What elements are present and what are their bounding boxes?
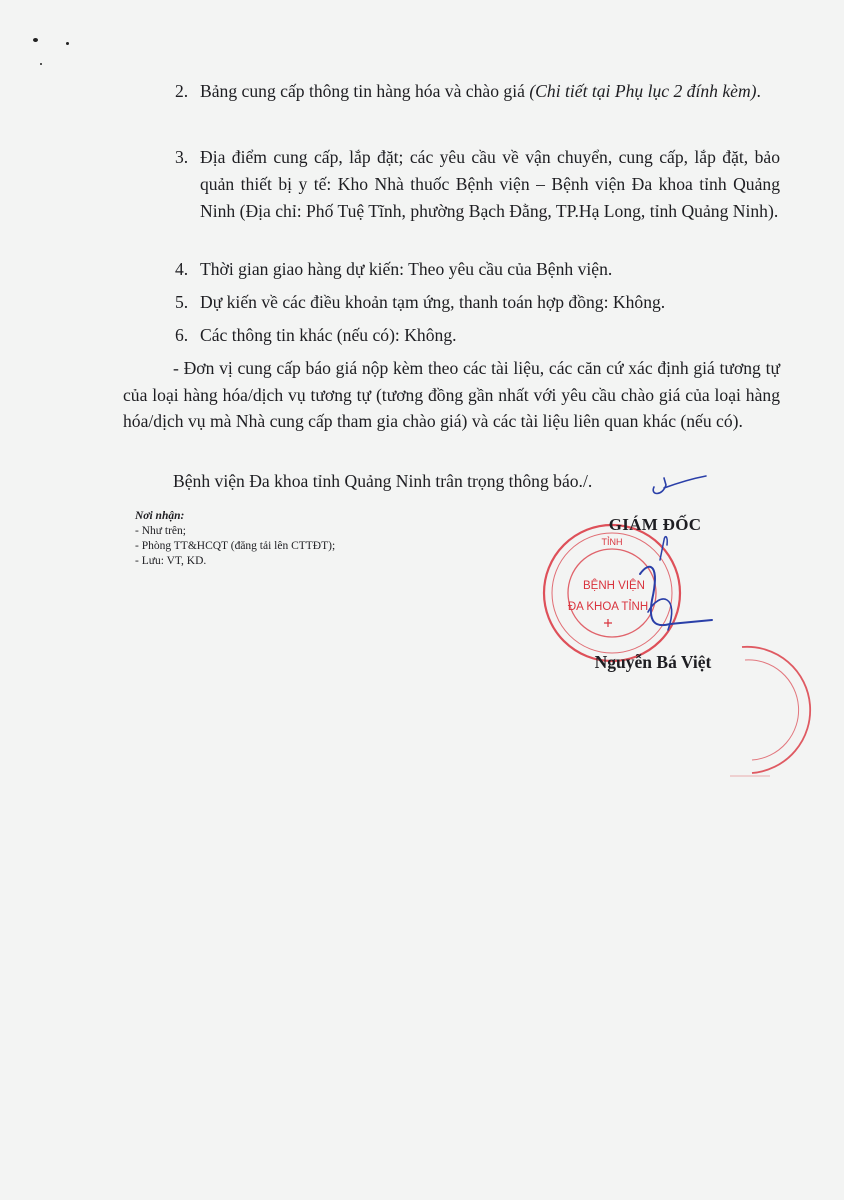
list-item-number: 3. (175, 147, 189, 167)
list-item-number: 4. (175, 259, 189, 279)
list-item-text: Dự kiến về các điều khoản tạm ứng, thanh toán hợp đồng: Không. (200, 292, 666, 312)
official-stamp (544, 525, 680, 661)
recipient-line: - Như trên; (135, 525, 186, 537)
recipient-line: - Phòng TT&HCQT (đăng tải lên CTTĐT); (135, 540, 336, 552)
list-item-number: 6. (175, 325, 189, 345)
list-item-number: 5. (175, 292, 189, 312)
closing-line: Bệnh viện Đa khoa tỉnh Quảng Ninh trân trọng thông báo./. (173, 471, 593, 491)
stamp-top-text: TỈNH (601, 537, 623, 547)
partial-stamp (730, 647, 810, 776)
list-item-text: Các thông tin khác (nếu có): Không. (200, 325, 457, 345)
list-item-number: 2. (175, 81, 189, 101)
list-item-text: Địa điểm cung cấp, lắp đặt; các yêu cầu về vận chuyển, cung cấp, lắp đặt, bảo quản thiết bị y tế: Kho Nhà thuốc Bệnh viện – Bệnh viện Đa khoa tỉnh Quảng Ninh (Địa chỉ: Phố Tuệ Tĩnh, phường Bạch Đằng, TP.Hạ Long, tỉnh Quảng Ninh). (200, 147, 780, 221)
recipient-line: - Lưu: VT, KD. (135, 555, 207, 567)
list-item-text: Thời gian giao hàng dự kiến: Theo yêu cầu của Bệnh viện. (200, 259, 613, 279)
recipients-header: Nơi nhận: (135, 510, 185, 522)
stamp-line-2: ĐA KHOA TỈNH (567, 601, 649, 613)
signatory-name: Nguyễn Bá Việt (594, 652, 712, 672)
list-item-text: Bảng cung cấp thông tin hàng hóa và chào giá (Chi tiết tại Phụ lục 2 đính kèm). (200, 81, 761, 101)
signatory-title: GIÁM ĐỐC (608, 515, 702, 534)
initial-scribble (653, 476, 706, 494)
note-paragraph: - Đơn vị cung cấp báo giá nộp kèm theo các tài liệu, các căn cứ xác định giá tương tự của loại hàng hóa/dịch vụ tương tự (tương đồng gần nhất với yêu cầu chào giá của loại hàng hóa/dịch vụ mà Nhà cung cấp tham gia chào giá) và các tài liệu liên quan khác (nếu có). (123, 358, 780, 431)
stamp-line-1: BỆNH VIỆN (583, 580, 645, 592)
